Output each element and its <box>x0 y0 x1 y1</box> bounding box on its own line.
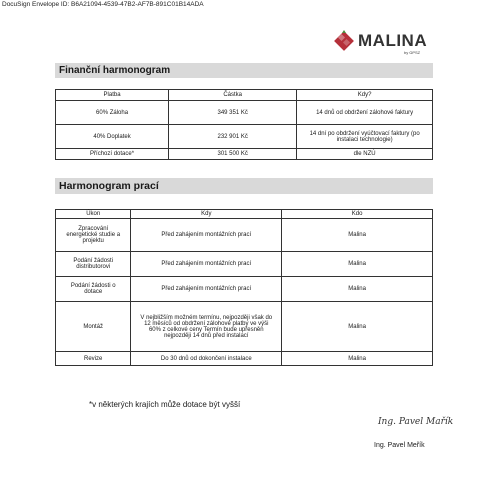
task-when: Do 30 dnů od dokončení instalace <box>131 352 282 366</box>
works-section-title: Harmonogram prací <box>55 178 433 194</box>
task-who: Malina <box>282 302 433 352</box>
column-header: Částka <box>169 90 297 101</box>
task-who: Malina <box>282 252 433 277</box>
logo-text: MALINA <box>358 31 428 50</box>
task-who: Malina <box>282 219 433 252</box>
task-when: Před zahájením montážních prací <box>131 277 282 302</box>
payment-when: 14 dní po obdržení vyúčtovací faktury (po instalaci technologie) <box>297 125 433 149</box>
logo-subtitle: by ΩPSZ <box>404 50 421 55</box>
payment-amount: 232 901 Kč <box>169 125 297 149</box>
subsidy-note: *v některých krajích může dotace být vyšší <box>89 400 241 409</box>
task-name: Revize <box>56 352 131 366</box>
payment-type: 60% Záloha <box>56 101 169 125</box>
task-name: Montáž <box>56 302 131 352</box>
task-name: Zpracování energetické studie a projektu <box>56 219 131 252</box>
payment-amount: 301 500 Kč <box>169 149 297 160</box>
task-when: Před zahájením montážních prací <box>131 219 282 252</box>
table-row <box>56 252 433 277</box>
task-who: Malina <box>282 277 433 302</box>
payment-type: Příchozí dotace* <box>56 149 169 160</box>
task-name: Podání žádosti o dotace <box>56 277 131 302</box>
payment-type: 40% Doplatek <box>56 125 169 149</box>
column-header: Kdo <box>282 210 433 219</box>
task-when: V nejbližším možném termínu, nejpozději však do 12 měsíců od obdržení zálohové platby ve výši 60% z celkové ceny Termín bude upřesněn nejpozději 14 dnů před instalací <box>131 302 282 352</box>
table-row <box>56 277 433 302</box>
financial-section-title: Finanční harmonogram <box>55 63 433 78</box>
task-when: Před zahájením montážních prací <box>131 252 282 277</box>
signer-name: Ing. Pavel Meřík <box>374 442 425 449</box>
task-name: Podání žádosti distributorovi <box>56 252 131 277</box>
table-row <box>56 101 433 125</box>
column-header: Kdy <box>131 210 282 219</box>
raspberry-logo-icon <box>333 30 355 52</box>
task-who: Malina <box>282 352 433 366</box>
table-row <box>56 219 433 252</box>
column-header: Kdy? <box>297 90 433 101</box>
works-table <box>55 209 433 366</box>
financial-table <box>55 89 433 160</box>
column-header: Platba <box>56 90 169 101</box>
column-header: Úkon <box>56 210 131 219</box>
table-row <box>56 125 433 149</box>
table-row <box>56 352 433 366</box>
payment-when: dle NZÚ <box>297 149 433 160</box>
table-row <box>56 302 433 352</box>
company-logo <box>333 30 428 55</box>
envelope-id: DocuSign Envelope ID: B6A21094-4539-47B2-AF7B-891C01B14ADA <box>2 1 204 8</box>
handwritten-signature: Ing. Pavel Mařík <box>378 417 454 427</box>
payment-amount: 349 351 Kč <box>169 101 297 125</box>
table-row <box>56 149 433 160</box>
payment-when: 14 dnů od obdržení zálohové faktury <box>297 101 433 125</box>
